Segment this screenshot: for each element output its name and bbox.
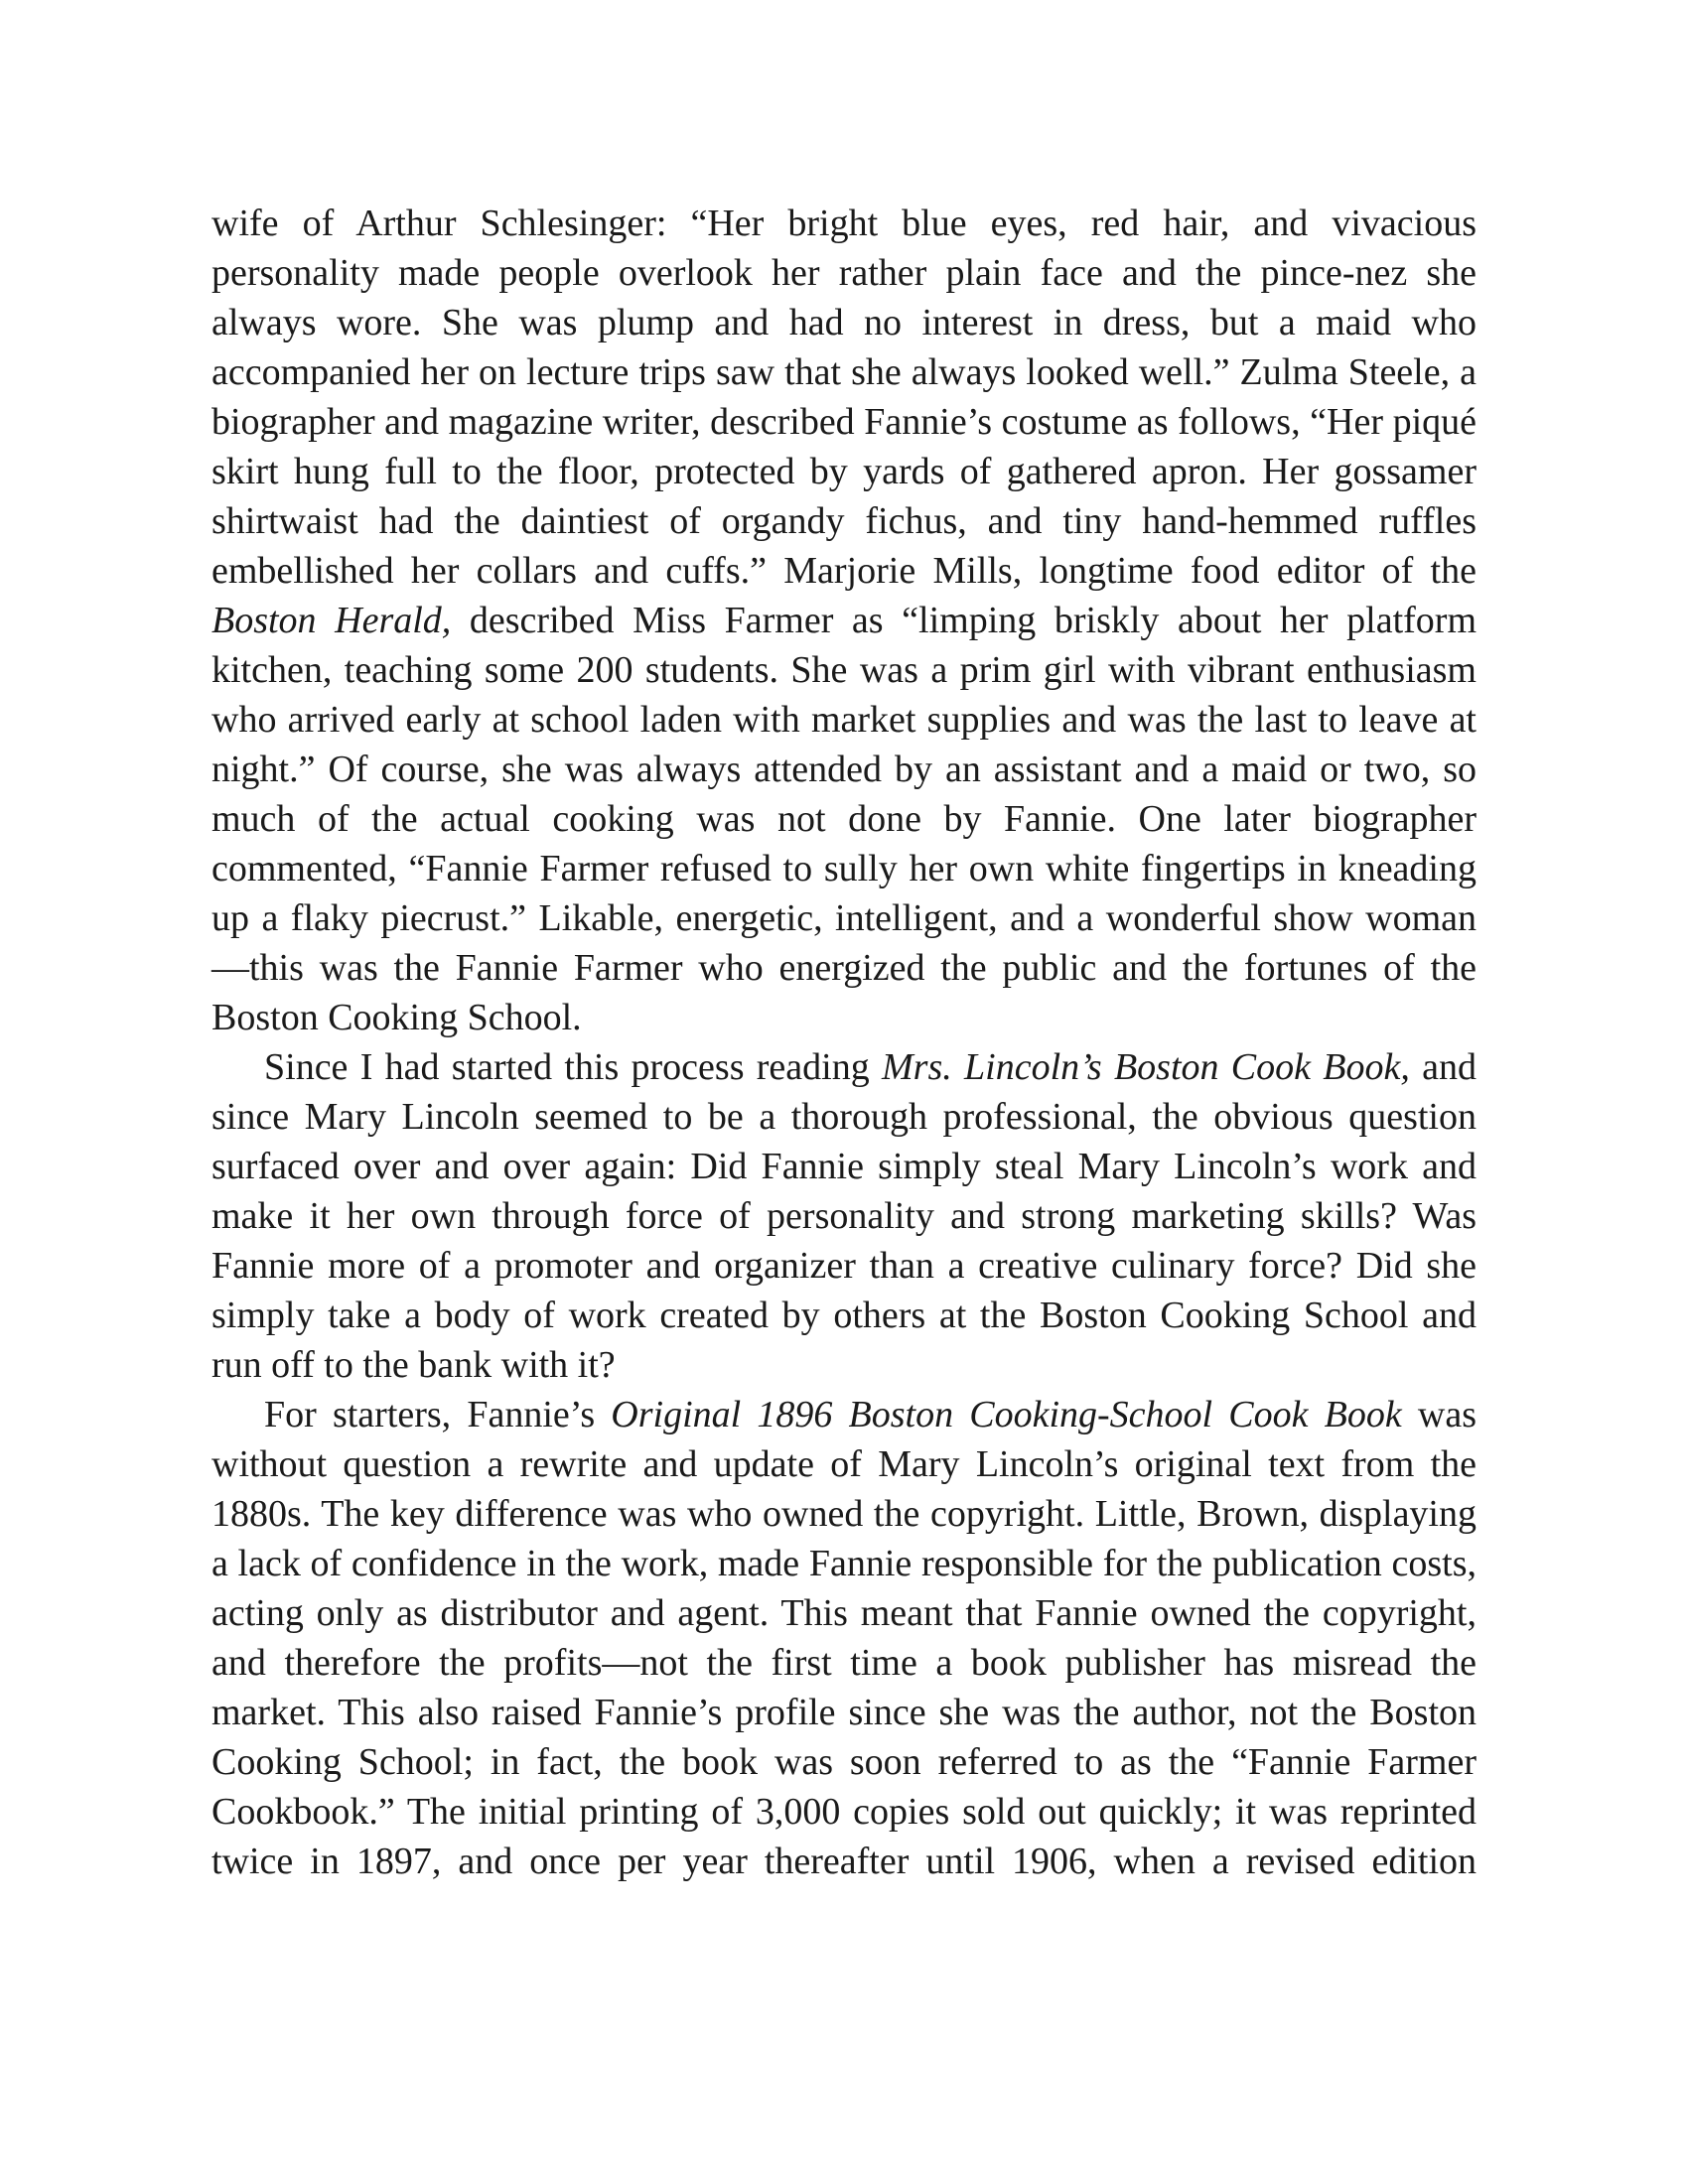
paragraph-3-text-b: was without question a rewrite and update of Mary Lincoln’s original text from the 1880s. The key difference was who owned the copyright. Little, Brown, displaying a lack of confidence in the work, made Fannie responsible for the publication costs, acting only as distributor and agent. This meant that Fannie owned the copyright, and therefore the profits—not the first time a book publisher has misread the market. This also raised Fannie’s profile since she was the author, not the Boston Cooking School; in fact, the book was soon referred to as the “Fannie Farmer Cookbook.” The initial printing of 3,000 copies sold out quickly; it was reprinted twice in 1897, and once per year thereafter until 1906, when a revised edition [211, 1394, 1477, 1882]
paragraph-2-text-b: and since Mary Lincoln seemed to be a thorough professional, the obvious question surfaced over and over again: Did Fannie simply steal Mary Lincoln’s work and make it her own through force of personality and strong marketing skills? Was Fannie more of a promoter and organizer than a creative culinary force? Did she simply take a body of work created by others at the Boston Cooking School and run off to the bank with it? [211, 1046, 1477, 1386]
paragraph-1-text-a: wife of Arthur Schlesinger: “Her bright blue eyes, red hair, and vivacious personality made people overlook her rather plain face and the pince-nez she always wore. She was plump and had no interest in dress, but a maid who accompanied her on lecture trips saw that she always looked well.” Zulma Steele, a biographer and magazine writer, described Fannie’s costume as follows, “Her piqué skirt hung full to the floor, protected by yards of gathered apron. Her gossamer shirtwaist had the daintiest of organdy fichus, and tiny hand-hemmed ruffles embellished her collars and cuffs.” Marjorie Mills, longtime food editor of the [211, 203, 1477, 592]
paragraph-1-text-b: described Miss Farmer as “limping briskly about her platform kitchen, teaching some 200 students. She was a prim girl with vibrant enthusiasm who arrived early at school laden with market supplies and was the last to leave at night.” Of course, she was always attended by an assistant and a maid or two, so much of the actual cooking was not done by Fannie. One later biographer commented, “Fannie Farmer refused to sully her own white fingertips in kneading up a flaky piecrust.” Likable, energetic, intelligent, and a wonderful show woman—this was the Fannie Farmer who energized the public and the fortunes of the Boston Cooking School. [211, 600, 1477, 1038]
paragraph-3-italic-book-title: Original 1896 Boston Cooking-School Cook Book [611, 1394, 1402, 1435]
paragraph-2-text-a: Since I had started this process reading [264, 1046, 882, 1088]
paragraph-3 [211, 1390, 1477, 1886]
page-body [211, 199, 1477, 1886]
paragraph-1 [211, 199, 1477, 1042]
paragraph-3-text-a: For starters, Fannie’s [264, 1394, 612, 1435]
paragraph-2-italic-book-title: Mrs. Lincoln’s Boston Cook Book, [882, 1046, 1410, 1088]
paragraph-2 [211, 1042, 1477, 1390]
paragraph-1-italic-boston-herald: Boston Herald, [211, 600, 452, 641]
